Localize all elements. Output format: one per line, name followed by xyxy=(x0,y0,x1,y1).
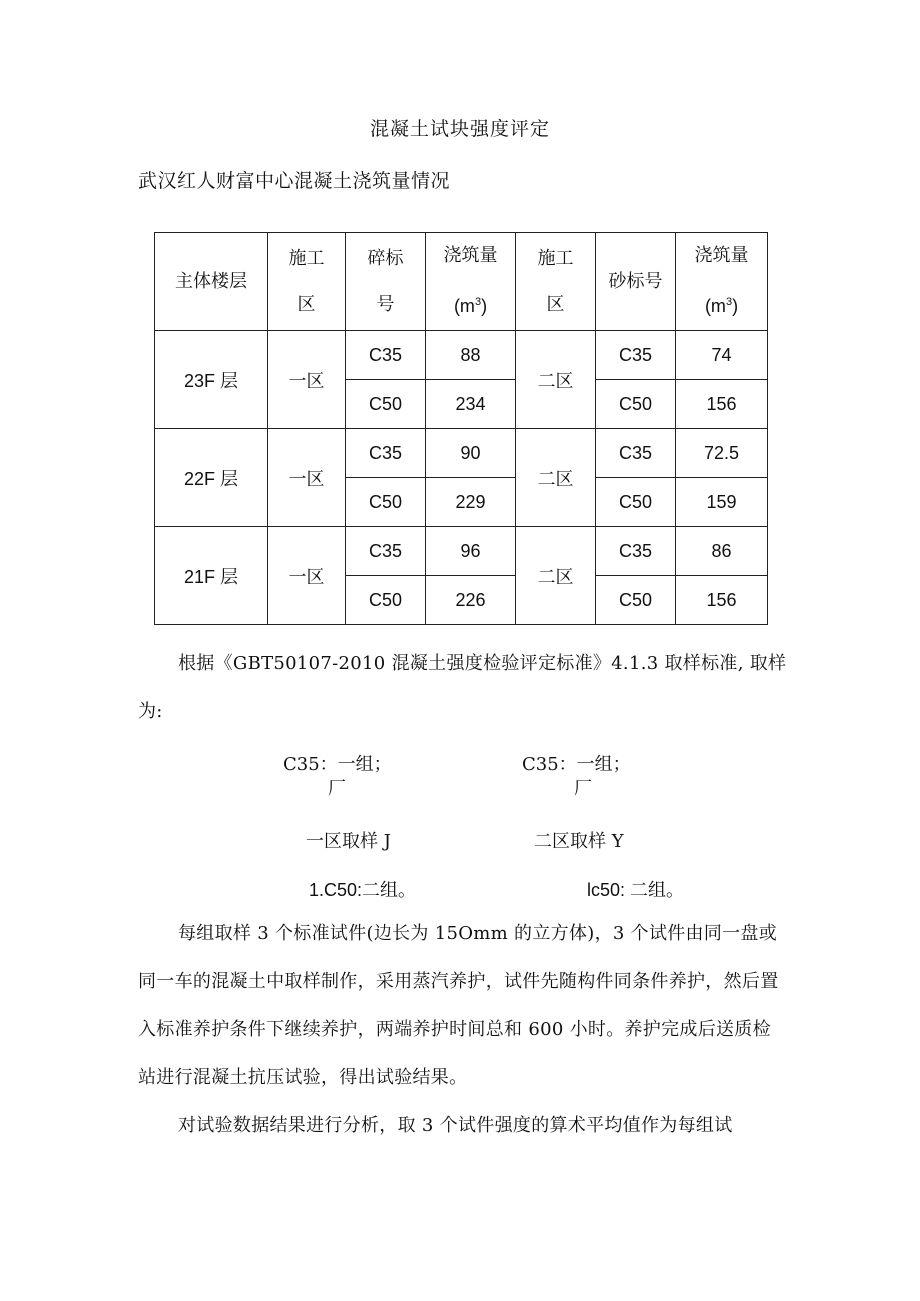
floor-cell: 22F 层 xyxy=(155,429,268,527)
volume-1-cell: 90 xyxy=(426,429,516,478)
zone-2-c35-sampling: C35：一组； xyxy=(522,754,631,775)
sand-grade-cell: C50 xyxy=(596,380,676,429)
specimen-paragraph: 每组取样 3 个标准试件(边长为 15Omm 的立方体)，3 个试件由同一盘或同一车的混凝土中取样制作，采用蒸汽养护，试件先随构件同条件养护，然后置入标准养护条件下继续养护，两端养护时间总和 600 小时。养护完成后送质检站进行混凝土抗压试验，得出试验结果。 xyxy=(138,923,779,1088)
zone-1-c50-sampling: 1.C50:二组。 xyxy=(309,880,417,900)
table-row xyxy=(155,429,768,478)
gravel-grade-cell: C35 xyxy=(346,429,426,478)
zone-2-cell: 二区 xyxy=(516,527,596,625)
zone-1-cell: 一区 xyxy=(268,429,346,527)
volume-1-cell: 96 xyxy=(426,527,516,576)
header-gravel-grade: 碎标 号 xyxy=(346,233,426,331)
header-zone-2: 施工 区 xyxy=(516,233,596,331)
gravel-grade-cell: C50 xyxy=(346,478,426,527)
header-zone-1: 施工 区 xyxy=(268,233,346,331)
sand-grade-cell: C35 xyxy=(596,331,676,380)
volume-2-cell: 159 xyxy=(676,478,768,527)
volume-1-cell: 234 xyxy=(426,380,516,429)
gravel-grade-cell: C50 xyxy=(346,380,426,429)
table-row xyxy=(155,331,768,380)
header-volume-2: 浇筑量 $(m^3)$ xyxy=(676,233,768,331)
gravel-grade-cell: C35 xyxy=(346,331,426,380)
header-sand-grade: 砂标号 xyxy=(596,233,676,331)
floor-cell: 23F 层 xyxy=(155,331,268,429)
volume-1-cell: 229 xyxy=(426,478,516,527)
zone-2-sampling-label: 二区取样 Y xyxy=(534,831,624,852)
analysis-paragraph: 对试验数据结果进行分析，取 3 个试件强度的算术平均值作为每组试 xyxy=(178,1115,733,1136)
zone-1-cell: 一区 xyxy=(268,527,346,625)
zone-2-cell: 二区 xyxy=(516,429,596,527)
volume-2-cell: 86 xyxy=(676,527,768,576)
header-floor: 主体楼层 xyxy=(155,233,268,331)
zone-1-c35-sampling: C35：一组； xyxy=(283,754,392,775)
gravel-grade-cell: C35 xyxy=(346,527,426,576)
gravel-grade-cell: C50 xyxy=(346,576,426,625)
volume-2-cell: 156 xyxy=(676,380,768,429)
zone-2-cell: 二区 xyxy=(516,331,596,429)
zone-1-sampling-label: 一区取样 J xyxy=(306,831,391,852)
volume-1-cell: 226 xyxy=(426,576,516,625)
zone-1-cell: 一区 xyxy=(268,331,346,429)
sand-grade-cell: C50 xyxy=(596,478,676,527)
volume-1-cell: 88 xyxy=(426,331,516,380)
table-caption: 武汉红人财富中心混凝土浇筑量情况 xyxy=(138,170,451,192)
table-header-row xyxy=(155,233,768,331)
sand-grade-cell: C35 xyxy=(596,429,676,478)
zone-1-bracket: 厂 xyxy=(328,778,346,799)
pour-volume-table xyxy=(154,232,768,625)
header-volume-1: 浇筑量 $(m^3)$ xyxy=(426,233,516,331)
volume-2-cell: 74 xyxy=(676,331,768,380)
floor-cell: 21F 层 xyxy=(155,527,268,625)
sampling-standard-paragraph: 根据《GBT50107-2010 混凝土强度检验评定标准》4.1.3 取样标准, 取样为: xyxy=(138,653,787,722)
sand-grade-cell: C50 xyxy=(596,576,676,625)
zone-2-c50-sampling: lc50: 二组。 xyxy=(587,880,685,900)
volume-2-cell: 72.5 xyxy=(676,429,768,478)
sand-grade-cell: C35 xyxy=(596,527,676,576)
volume-2-cell: 156 xyxy=(676,576,768,625)
zone-2-bracket: 厂 xyxy=(574,778,592,799)
table-row xyxy=(155,527,768,576)
document-title: 混凝土试块强度评定 xyxy=(369,118,550,140)
